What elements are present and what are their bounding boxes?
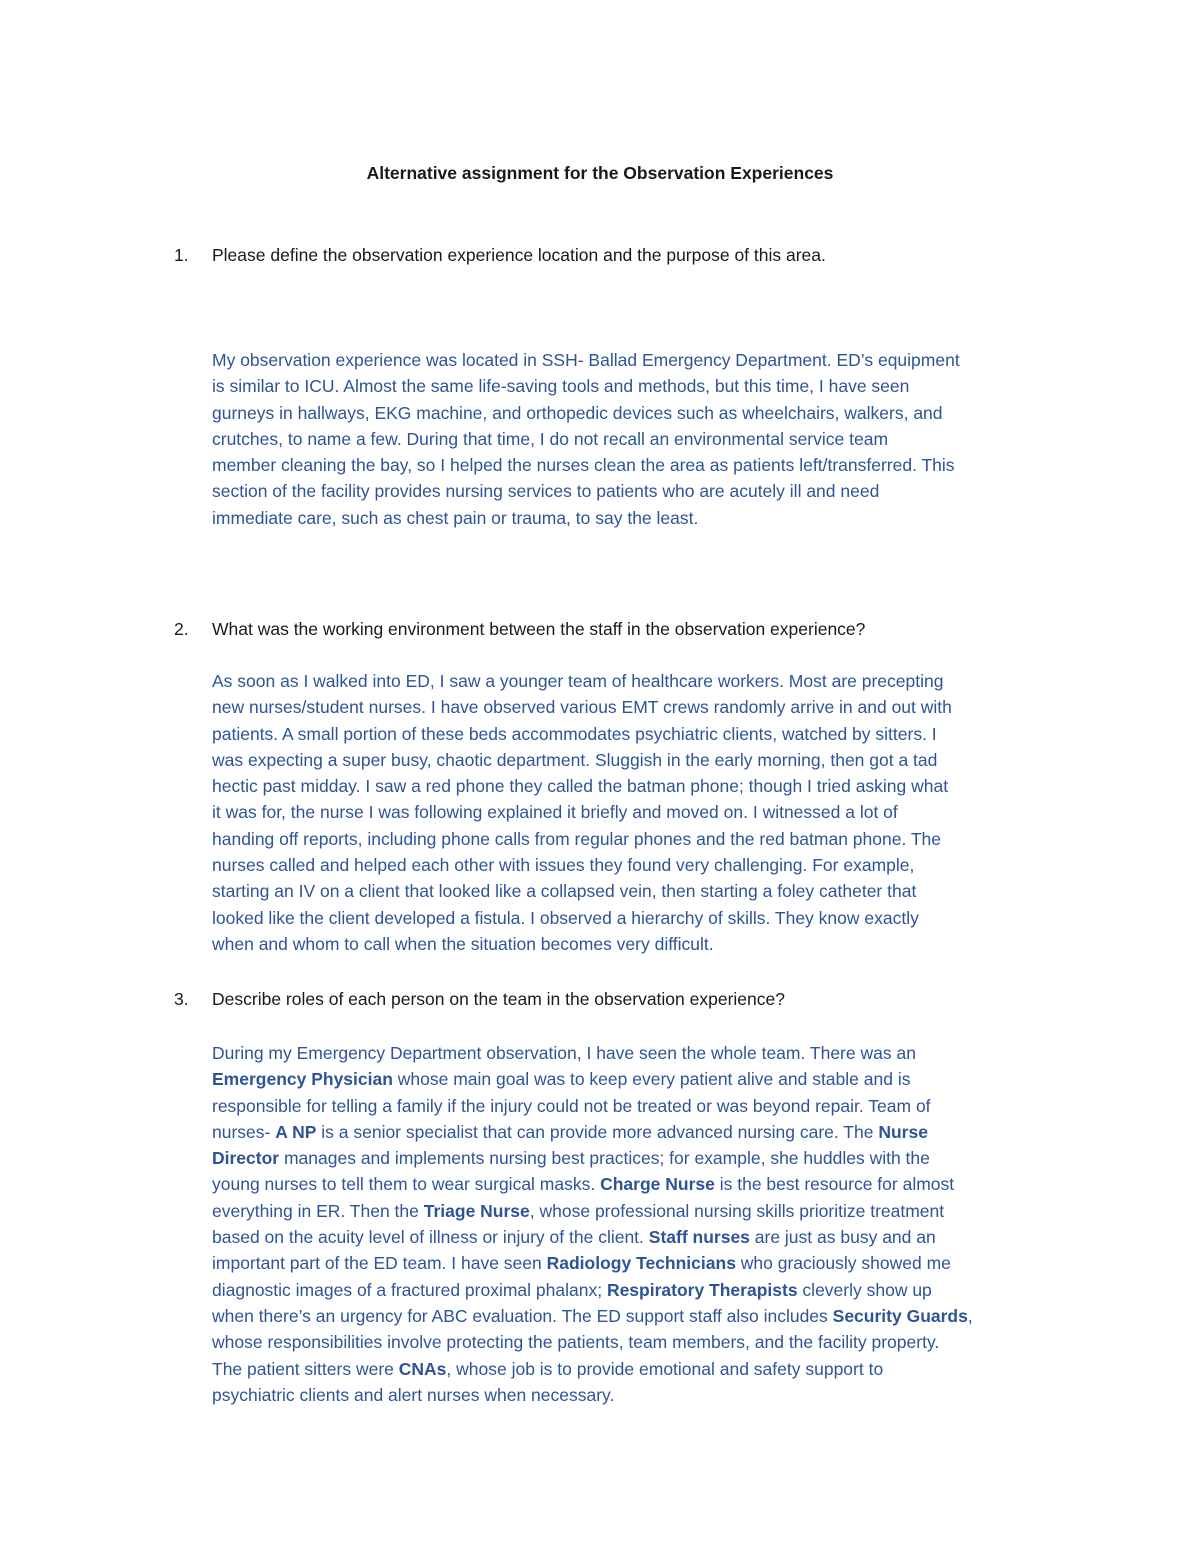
answer-line: gurneys in hallways, EKG machine, and orthopedic devices such as wheelchairs, walkers, and xyxy=(212,402,943,423)
answer-line: patients. A small portion of these beds accommodates psychiatric clients, watched by sitters. I xyxy=(212,723,937,744)
answer-text: whose responsibilities involve protecting the patients, team members, and the facility property. xyxy=(212,1332,940,1353)
answer-text: everything in ER. Then the xyxy=(212,1200,424,1221)
answer-line: hectic past midday. I saw a red phone they called the batman phone; though I tried asking what xyxy=(212,776,949,797)
answer-line xyxy=(212,1329,973,1355)
answer-line: handing off reports, including phone calls from regular phones and the red batman phone. The xyxy=(212,828,942,849)
role-name: Nurse xyxy=(878,1121,928,1142)
answer-line xyxy=(212,1093,973,1119)
answer-text: are just as busy and an xyxy=(749,1227,936,1248)
answer-text: important part of the ED team. I have seen xyxy=(212,1253,547,1274)
role-name: Director xyxy=(212,1148,280,1169)
answer-line: crutches, to name a few. During that time, I do not recall an environmental service team xyxy=(212,428,889,449)
answer-line: nurses called and helped each other with issues they found very challenging. For example, xyxy=(212,855,915,876)
answer-line xyxy=(212,1040,973,1066)
answer-line: when and whom to call when the situation becomes very difficult. xyxy=(212,933,714,954)
answer-2 xyxy=(212,668,952,957)
question-text: Please define the observation experience location and the purpose of this area. xyxy=(212,245,826,265)
answer-line: new nurses/student nurses. I have observed various EMT crews randomly arrive in and out with xyxy=(212,697,952,718)
answer-text: responsible for telling a family if the injury could not be treated or was beyond repair. Team of xyxy=(212,1095,931,1116)
question-number: 2. xyxy=(174,619,189,639)
question-1 xyxy=(174,242,1054,268)
answer-line: looked like the client developed a fistula. I observed a hierarchy of skills. They know exactly xyxy=(212,907,919,928)
answer-line: section of the facility provides nursing services to patients who are acutely ill and need xyxy=(212,481,880,502)
question-3 xyxy=(174,986,1054,1012)
answer-text: young nurses to tell them to wear surgical masks. xyxy=(212,1174,601,1195)
answer-line xyxy=(212,1066,973,1092)
answer-text: psychiatric clients and alert nurses when necessary. xyxy=(212,1384,615,1405)
answer-1 xyxy=(212,347,960,531)
role-name: Radiology Technicians xyxy=(546,1253,736,1274)
role-name: Charge Nurse xyxy=(600,1174,715,1195)
question-number: 3. xyxy=(174,989,189,1009)
answer-line xyxy=(212,1382,973,1408)
answer-line: was expecting a super busy, chaotic department. Sluggish in the early morning, then got a tad xyxy=(212,749,938,770)
role-name: Staff nurses xyxy=(648,1227,750,1248)
answer-text: is the best resource for almost xyxy=(714,1174,955,1195)
role-name: Respiratory Therapists xyxy=(606,1279,798,1300)
answer-text: The patient sitters were xyxy=(212,1358,399,1379)
question-2 xyxy=(174,616,1054,642)
answer-text: , whose professional nursing skills prioritize treatment xyxy=(529,1200,945,1221)
answer-text: nurses- xyxy=(212,1121,276,1142)
answer-line xyxy=(212,1171,973,1197)
role-name: A NP xyxy=(275,1121,317,1142)
answer-text: During my Emergency Department observation, I have seen the whole team. There was an xyxy=(212,1043,916,1063)
question-text: What was the working environment between the staff in the observation experience? xyxy=(212,619,866,639)
role-name: CNAs xyxy=(398,1358,447,1379)
answer-line xyxy=(212,1145,973,1171)
answer-line xyxy=(212,1356,973,1382)
answer-line: member cleaning the bay, so I helped the nurses clean the area as patients left/transferred. This xyxy=(212,455,955,476)
answer-text: , whose job is to provide emotional and safety support to xyxy=(446,1358,884,1379)
answer-text: , xyxy=(967,1305,973,1326)
document-title: Alternative assignment for the Observation Experiences xyxy=(366,163,834,183)
answer-text: based on the acuity level of illness or injury of the client. xyxy=(212,1227,649,1248)
answer-line xyxy=(212,1224,973,1250)
answer-text: who graciously showed me xyxy=(735,1253,951,1274)
answer-line: As soon as I walked into ED, I saw a younger team of healthcare workers. Most are precepting xyxy=(212,671,944,691)
answer-line xyxy=(212,1277,973,1303)
answer-text: manages and implements nursing best practices; for example, she huddles with the xyxy=(279,1148,930,1169)
answer-line: My observation experience was located in SSH- Ballad Emergency Department. ED’s equipment xyxy=(212,350,960,370)
answer-line: immediate care, such as chest pain or trauma, to say the least. xyxy=(212,507,699,528)
answer-text: is a senior specialist that can provide more advanced nursing care. The xyxy=(316,1121,879,1142)
answer-line xyxy=(212,1250,973,1276)
question-number: 1. xyxy=(174,245,189,265)
role-name: Security Guards xyxy=(832,1305,968,1326)
answer-3 xyxy=(212,1040,973,1408)
answer-line xyxy=(212,1303,973,1329)
answer-line: starting an IV on a client that looked like a collapsed vein, then starting a foley catheter that xyxy=(212,881,917,902)
role-name: Triage Nurse xyxy=(423,1200,530,1221)
answer-text: when there’s an urgency for ABC evaluation. The ED support staff also includes xyxy=(212,1305,833,1326)
answer-line xyxy=(212,1119,973,1145)
question-text: Describe roles of each person on the team in the observation experience? xyxy=(212,989,785,1009)
answer-text: whose main goal was to keep every patient alive and stable and is xyxy=(392,1069,911,1090)
answer-text: cleverly show up xyxy=(797,1279,932,1300)
answer-text: diagnostic images of a fractured proximal phalanx; xyxy=(212,1279,607,1300)
role-name: Emergency Physician xyxy=(212,1069,393,1090)
answer-line: it was for, the nurse I was following explained it briefly and moved on. I witnessed a lot of xyxy=(212,802,898,823)
answer-line xyxy=(212,1198,973,1224)
answer-line: is similar to ICU. Almost the same life-saving tools and methods, but this time, I have seen xyxy=(212,376,910,397)
